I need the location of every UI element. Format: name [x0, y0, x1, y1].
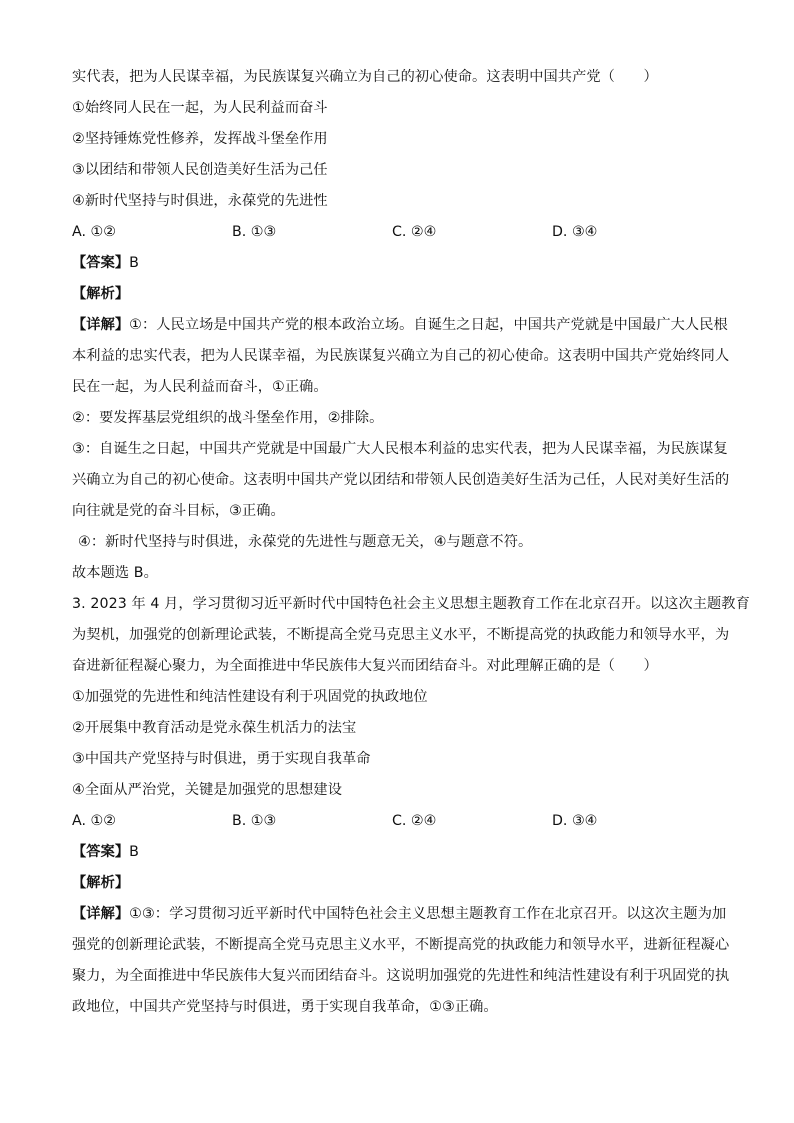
q2-option-d: D. ③④: [552, 224, 598, 240]
q3-answer: [72, 837, 722, 868]
q3-detail-line-3: 聚力，为全面推进中华民族伟大复兴而团结奋斗。这说明加强党的先进性和纯洁性建设有利于巩固党的执: [72, 968, 730, 984]
q3-option-c: C. ②④: [392, 813, 437, 829]
q3-options: [72, 806, 722, 837]
q3-detail-line-2: 强党的创新理论武装，不断提高全党马克思主义水平，不断提高党的执政能力和领导水平，进新征程凝心: [72, 937, 730, 953]
q2-detail-line-2: 本利益的忠实代表，把为人民谋幸福，为民族谋复兴确立为自己的初心使命。这表明中国共产党始终同人: [72, 348, 730, 364]
q2-statement-2: ②坚持锤炼党性修养，发挥战斗堡垒作用: [72, 131, 328, 147]
q2-detail-text-1: ①：人民立场是中国共产党的根本政治立场。自诞生之日起，中国共产党就是中国最广大人民根: [129, 317, 728, 333]
q3-answer-label: 【答案】: [72, 844, 130, 860]
q3-statement-2: ②开展集中教育活动是党永葆生机活力的法宝: [72, 720, 357, 736]
q2-statement-4: ④新时代坚持与时俱进，永葆党的先进性: [72, 193, 328, 209]
q2-statement-1: ①始终同人民在一起，为人民利益而奋斗: [72, 100, 328, 116]
q2-detail-3-line-2: 兴确立为自己的初心使命。这表明中国共产党以团结和带领人民创造美好生活为己任，人民对美好生活的: [72, 472, 730, 488]
q2-statement-3: ③以团结和带领人民创造美好生活为己任: [72, 162, 328, 178]
q3-statement-4: ④全面从严治党，关键是加强党的思想建设: [72, 782, 342, 798]
q3-analysis-label: 【解析】: [72, 875, 130, 891]
q3-stem-line-2: 为契机，加强党的创新理论武装，不断提高全党马克思主义水平，不断提高党的执政能力和领导水平，为: [72, 627, 730, 643]
q3-option-b: B. ①③: [232, 813, 277, 829]
q2-answer-label: 【答案】: [72, 255, 130, 271]
q2-conclusion: 故本题选 B。: [72, 565, 158, 581]
q3-detail-line-4: 政地位，中国共产党坚持与时俱进，勇于实现自我革命，①③正确。: [72, 999, 498, 1015]
q2-answer: [72, 248, 722, 279]
q2-options: [72, 217, 722, 248]
q2-detail-4: ④：新时代坚持与时俱进，永葆党的先进性与题意无关，④与题意不符。: [78, 534, 533, 550]
q3-option-a: A. ①②: [72, 813, 116, 829]
q2-option-c: C. ②④: [392, 224, 437, 240]
q2-detail-2: ②：要发挥基层党组织的战斗堡垒作用，②排除。: [72, 410, 384, 426]
q3-detail-label: 【详解】: [72, 906, 130, 922]
q2-detail-3-line-3: 向往就是党的奋斗目标，③正确。: [72, 503, 285, 519]
q3-answer-value: B: [129, 844, 139, 860]
q3-stem-line-3: 奋进新征程凝心聚力，为全面推进中华民族伟大复兴而团结奋斗。对此理解正确的是（ ）: [72, 658, 658, 674]
q2-detail-label: 【详解】: [72, 317, 130, 333]
q2-option-a: A. ①②: [72, 224, 116, 240]
q2-analysis-label: 【解析】: [72, 286, 130, 302]
q2-option-b: B. ①③: [232, 224, 277, 240]
q3-option-d: D. ③④: [552, 813, 598, 829]
q3-detail-text-1: ①③：学习贯彻习近平新时代中国特色社会主义思想主题教育工作在北京召开。以这次主题为加: [129, 906, 727, 922]
q2-detail-line-3: 民在一起，为人民利益而奋斗，①正确。: [72, 379, 328, 395]
q2-detail-3-line-1: ③：自诞生之日起，中国共产党就是中国最广大人民根本利益的忠实代表，把为人民谋幸福，为民族谋复: [72, 441, 728, 457]
q3-statement-1: ①加强党的先进性和纯洁性建设有利于巩固党的执政地位: [72, 689, 428, 705]
q2-stem-tail: 实代表，把为人民谋幸福，为民族谋复兴确立为自己的初心使命。这表明中国共产党（ ）: [72, 69, 658, 85]
q3-stem-line-1: 3. 2023 年 4 月，学习贯彻习近平新时代中国特色社会主义思想主题教育工作在北京召开。以这次主题教育: [72, 596, 750, 612]
q3-detail-line-1: [72, 899, 727, 930]
q2-answer-value: B: [129, 255, 139, 271]
q2-detail-line-1: [72, 310, 728, 341]
document-page: [72, 62, 750, 1023]
q3-statement-3: ③中国共产党坚持与时俱进，勇于实现自我革命: [72, 751, 371, 767]
